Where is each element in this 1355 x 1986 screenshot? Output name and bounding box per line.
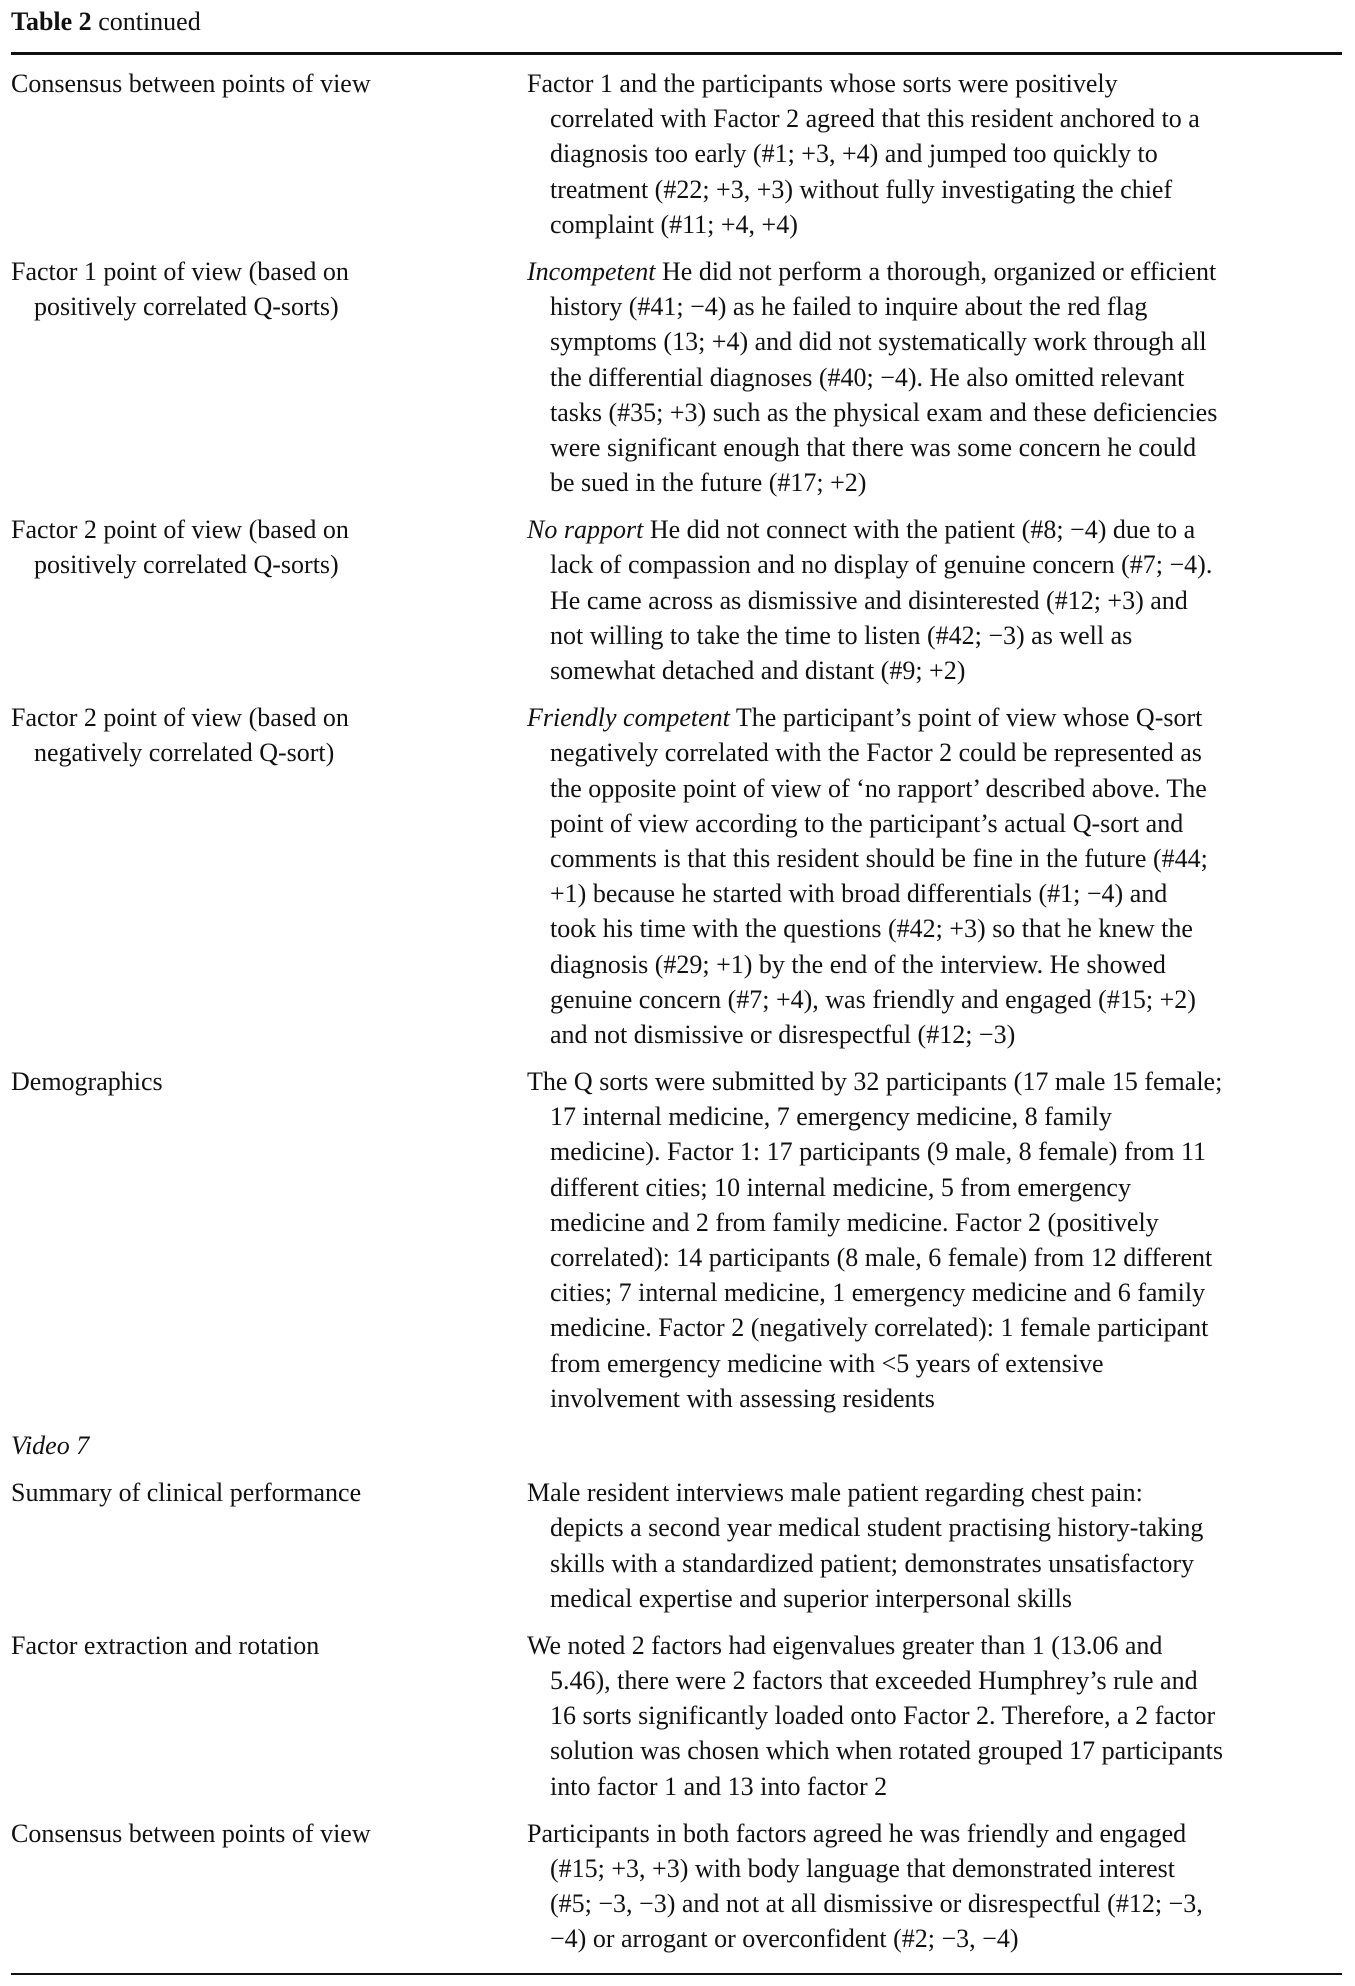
description-text: Participants in both factors agreed he was friendly and engaged <box>527 1818 1187 1848</box>
description-text: 17 internal medicine, 7 emergency medicine, 8 family <box>550 1102 1112 1132</box>
row-label-line: Consensus between points of view <box>11 69 371 98</box>
description-line <box>527 547 1342 582</box>
row-description <box>527 66 1342 242</box>
row-description <box>527 1816 1342 1957</box>
description-line <box>527 1628 1342 1663</box>
description-line <box>527 1381 1342 1416</box>
description-text: into factor 1 and 13 into factor 2 <box>550 1771 888 1801</box>
table-body <box>11 66 1342 1969</box>
description-text: correlated with Factor 2 agreed that this resident anchored to a <box>550 104 1200 134</box>
description-line <box>527 1816 1342 1851</box>
description-line <box>527 700 1342 735</box>
description-line <box>527 583 1342 618</box>
description-text: different cities; 10 internal medicine, 5 from emergency <box>550 1172 1131 1202</box>
description-line <box>527 618 1342 653</box>
description-line <box>527 430 1342 465</box>
row-label-line: Summary of clinical performance <box>11 1478 362 1508</box>
description-text: and not dismissive or disrespectful (#12; −3) <box>550 1019 1016 1049</box>
row-description <box>527 700 1342 1052</box>
description-text: He did not perform a thorough, organized or efficient <box>655 256 1217 286</box>
row-label <box>11 700 527 1052</box>
row-label <box>11 66 527 242</box>
description-text: cities; 7 internal medicine, 1 emergency medicine and 6 family <box>550 1278 1206 1308</box>
description-line <box>527 1205 1342 1240</box>
description-line <box>527 1698 1342 1733</box>
description-text: medicine). Factor 1: 17 participants (9 male, 8 female) from 11 <box>550 1137 1207 1167</box>
description-text: lack of compassion and no display of genuine concern (#7; −4). <box>550 550 1213 580</box>
description-text: diagnosis (#29; +1) by the end of the interview. He showed <box>550 949 1166 979</box>
table-row <box>11 1064 1342 1416</box>
description-text: (#15; +3, +3) with body language that demonstrated interest <box>550 1854 1176 1883</box>
row-description <box>527 1628 1342 1804</box>
description-text: solution was chosen which when rotated grouped 17 participants <box>550 1736 1223 1766</box>
row-label-line: Consensus between points of view <box>11 1818 371 1848</box>
table-continued-label: continued <box>98 7 201 36</box>
row-label-line: Factor 2 point of view (based on <box>11 515 349 545</box>
description-line <box>527 136 1342 171</box>
description-line <box>527 66 1342 101</box>
description-line <box>527 1275 1342 1310</box>
description-line <box>527 101 1342 136</box>
description-line <box>527 324 1342 359</box>
section-title: Video 7 <box>11 1430 90 1460</box>
table-row <box>11 1475 1342 1616</box>
table-number: Table 2 <box>11 7 92 36</box>
description-line <box>527 1346 1342 1381</box>
table-row <box>11 254 1342 500</box>
row-label <box>11 1628 527 1804</box>
description-text: He came across as dismissive and disinterested (#12; +3) and <box>550 585 1188 615</box>
description-text: Factor 1 and the participants whose sorts were positively <box>527 69 1118 98</box>
description-text: The Q sorts were submitted by 32 participants (17 male 15 female; <box>527 1067 1223 1097</box>
description-line <box>527 1581 1342 1616</box>
description-line <box>527 982 1342 1017</box>
table-row <box>11 512 1342 688</box>
description-text: history (#41; −4) as he failed to inquire about the red flag <box>550 292 1148 322</box>
row-label <box>11 254 527 500</box>
table-row <box>11 1628 1342 1804</box>
description-text: genuine concern (#7; +4), was friendly and engaged (#15; +2) <box>550 984 1196 1014</box>
description-line <box>527 1170 1342 1205</box>
description-line <box>527 735 1342 770</box>
point-of-view-name: No rapport <box>527 515 644 545</box>
description-text: The participant’s point of view whose Q-sort <box>729 703 1203 733</box>
row-label-line: Factor 1 point of view (based on <box>11 256 349 286</box>
description-text: 5.46), there were 2 factors that exceeded Humphrey’s rule and <box>550 1666 1198 1696</box>
description-text: medicine. Factor 2 (negatively correlated): 1 female participant <box>550 1313 1209 1343</box>
description-line <box>527 395 1342 430</box>
description-line <box>527 1099 1342 1134</box>
description-text: Male resident interviews male patient regarding chest pain: <box>527 1478 1143 1508</box>
description-line <box>527 1475 1342 1510</box>
description-line <box>527 947 1342 982</box>
description-line <box>527 876 1342 911</box>
row-label-line: positively correlated Q-sorts) <box>34 292 339 322</box>
row-description <box>527 254 1342 500</box>
description-text: 16 sorts significantly loaded onto Factor 2. Therefore, a 2 factor <box>550 1701 1216 1731</box>
description-line <box>527 1510 1342 1545</box>
table-row <box>11 1816 1342 1957</box>
description-text: be sued in the future (#17; +2) <box>550 468 867 498</box>
top-rule <box>11 52 1342 55</box>
description-text: point of view according to the participant’s actual Q-sort and <box>550 808 1184 838</box>
description-text: were significant enough that there was some concern he could <box>550 432 1197 462</box>
description-text: skills with a standardized patient; demonstrates unsatisfactory <box>550 1548 1195 1578</box>
description-line <box>527 1733 1342 1768</box>
row-label <box>11 1064 527 1416</box>
description-line <box>527 172 1342 207</box>
row-description <box>527 1064 1342 1416</box>
description-text: −4) or arrogant or overconfident (#2; −3, −4) <box>550 1924 1019 1954</box>
description-text: comments is that this resident should be fine in the future (#44; <box>550 843 1208 873</box>
description-text: complaint (#11; +4, +4) <box>550 209 798 239</box>
description-line <box>527 465 1342 500</box>
table-title <box>11 4 201 40</box>
row-label <box>11 1816 527 1957</box>
row-label-line: Factor 2 point of view (based on <box>11 703 349 733</box>
row-label <box>11 512 527 688</box>
row-description <box>527 512 1342 688</box>
description-text: somewhat detached and distant (#9; +2) <box>550 656 966 685</box>
row-label-line: Demographics <box>11 1067 163 1097</box>
description-text: took his time with the questions (#42; +3) so that he knew the <box>550 914 1193 944</box>
description-text: medical expertise and superior interpersonal skills <box>550 1583 1073 1613</box>
description-line <box>527 512 1342 547</box>
description-text: (#5; −3, −3) and not at all dismissive or disrespectful (#12; −3, <box>550 1889 1203 1919</box>
description-text: +1) because he started with broad differentials (#1; −4) and <box>550 879 1168 909</box>
point-of-view-name: Incompetent <box>527 256 656 286</box>
description-text: treatment (#22; +3, +3) without fully investigating the chief <box>550 174 1173 204</box>
description-line <box>527 841 1342 876</box>
description-text: correlated): 14 participants (8 male, 6 female) from 12 different <box>550 1243 1213 1272</box>
description-line <box>527 1017 1342 1052</box>
description-line <box>527 653 1342 688</box>
description-line <box>527 360 1342 395</box>
section-header-row <box>11 1428 1342 1463</box>
description-text: the opposite point of view of ‘no rapport’ described above. The <box>550 773 1207 803</box>
description-text: diagnosis too early (#1; +3, +4) and jumped too quickly to <box>550 139 1158 169</box>
table-row <box>11 66 1342 242</box>
description-text: medicine and 2 from family medicine. Factor 2 (positively <box>550 1207 1159 1237</box>
description-line <box>527 806 1342 841</box>
description-text: We noted 2 factors had eigenvalues greater than 1 (13.06 and <box>527 1630 1163 1660</box>
description-line <box>527 1851 1342 1886</box>
description-line <box>527 1240 1342 1275</box>
description-line <box>527 1921 1342 1956</box>
point-of-view-name: Friendly competent <box>527 703 730 733</box>
description-line <box>527 771 1342 806</box>
description-text: depicts a second year medical student practising history-taking <box>550 1513 1204 1543</box>
description-text: symptoms (13; +4) and did not systematically work through all <box>550 327 1207 357</box>
description-text: from emergency medicine with <5 years of extensive <box>550 1348 1104 1378</box>
description-line <box>527 289 1342 324</box>
description-line <box>527 207 1342 242</box>
row-label <box>11 1475 527 1616</box>
row-label-line: positively correlated Q-sorts) <box>34 550 339 580</box>
bottom-rule <box>11 1973 1342 1975</box>
description-line <box>527 1546 1342 1581</box>
description-text: not willing to take the time to listen (#42; −3) as well as <box>550 620 1133 650</box>
description-text: involvement with assessing residents <box>550 1383 935 1413</box>
row-description <box>527 1475 1342 1616</box>
description-line <box>527 1310 1342 1345</box>
row-label-line: negatively correlated Q-sort) <box>34 738 335 768</box>
description-text: the differential diagnoses (#40; −4). He also omitted relevant <box>550 362 1185 392</box>
description-line <box>527 1886 1342 1921</box>
table-row <box>11 700 1342 1052</box>
description-text: negatively correlated with the Factor 2 could be represented as <box>550 738 1202 768</box>
description-line <box>527 1134 1342 1169</box>
description-line <box>527 1769 1342 1804</box>
description-line <box>527 254 1342 289</box>
row-label-line: Factor extraction and rotation <box>11 1630 320 1660</box>
description-line <box>527 1064 1342 1099</box>
description-text: He did not connect with the patient (#8; −4) due to a <box>643 515 1196 545</box>
description-line <box>527 1663 1342 1698</box>
description-line <box>527 911 1342 946</box>
description-text: tasks (#35; +3) such as the physical exam and these deficiencies <box>550 397 1218 427</box>
